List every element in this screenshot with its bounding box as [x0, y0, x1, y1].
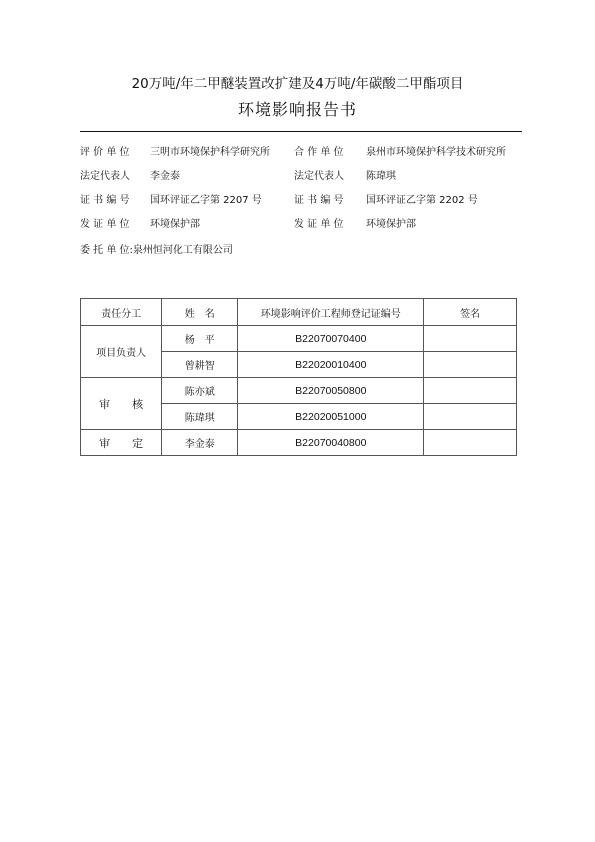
- header-code: 环境影响评价工程师登记证编号: [238, 299, 424, 326]
- client-value: 泉州恒河化工有限公司: [132, 245, 233, 256]
- client-row: 委 托 单 位:泉州恒河化工有限公司: [80, 245, 233, 256]
- info-right-3-label: 发 证 单 位: [294, 219, 344, 230]
- role-cell: 审 定: [81, 430, 162, 456]
- info-left-3-value: 环境保护部: [150, 219, 200, 230]
- code-cell: B22020010400: [238, 352, 424, 378]
- sign-cell: [424, 378, 517, 404]
- info-right-2-value: 国环评证乙字第 2202 号: [366, 195, 478, 206]
- name-cell: 曾耕智: [162, 352, 238, 378]
- sign-cell: [424, 326, 517, 352]
- role-cell: 审 核: [81, 378, 162, 430]
- role-cell: 项目负责人: [81, 326, 162, 378]
- info-right-0-value: 泉州市环境保护科学技术研究所: [366, 147, 506, 158]
- info-left-1-label: 法定代表人: [80, 171, 130, 182]
- header-role: 责任分工: [81, 299, 162, 326]
- report-title-line2: 环境影响报告书: [237, 100, 357, 119]
- name-cell: 杨 平: [162, 326, 238, 352]
- code-cell: B22020051000: [238, 404, 424, 430]
- table-header-row: [81, 299, 517, 326]
- name-cell: 陈瑋琪: [162, 404, 238, 430]
- info-left-2-value: 国环评证乙字第 2207 号: [150, 195, 262, 206]
- header-sign: 签名: [424, 299, 517, 326]
- info-right-2-label: 证 书 编 号: [294, 195, 344, 206]
- name-cell: 陈亦斌: [162, 378, 238, 404]
- sign-cell: [424, 430, 517, 456]
- table-row: [81, 378, 517, 404]
- sign-cell: [424, 352, 517, 378]
- info-left-0-value: 三明市环境保护科学研究所: [150, 147, 270, 158]
- code-cell: B22070050800: [238, 378, 424, 404]
- header-name: 姓 名: [162, 299, 238, 326]
- info-left-1-value: 李金泰: [150, 171, 180, 182]
- sign-cell: [424, 404, 517, 430]
- table-row: [81, 430, 517, 456]
- info-left-2-label: 证 书 编 号: [80, 195, 130, 206]
- info-right-1-value: 陈瑋琪: [366, 171, 396, 182]
- report-title-line1: 20万吨/年二甲醚装置改扩建及4万吨/年碳酸二甲酯项目: [131, 76, 464, 92]
- title-divider: [80, 131, 522, 132]
- table-row: [81, 326, 517, 352]
- info-right-0-label: 合 作 单 位: [294, 147, 344, 158]
- name-cell: 李金泰: [162, 430, 238, 456]
- code-cell: B22070040800: [238, 430, 424, 456]
- info-right-1-label: 法定代表人: [294, 171, 344, 182]
- code-cell: B22070070400: [238, 326, 424, 352]
- info-right-3-value: 环境保护部: [366, 219, 416, 230]
- client-label: 委 托 单 位: [80, 245, 130, 256]
- info-left-0-label: 评 价 单 位: [80, 147, 130, 158]
- responsibility-table: [80, 298, 517, 456]
- info-left-3-label: 发 证 单 位: [80, 219, 130, 230]
